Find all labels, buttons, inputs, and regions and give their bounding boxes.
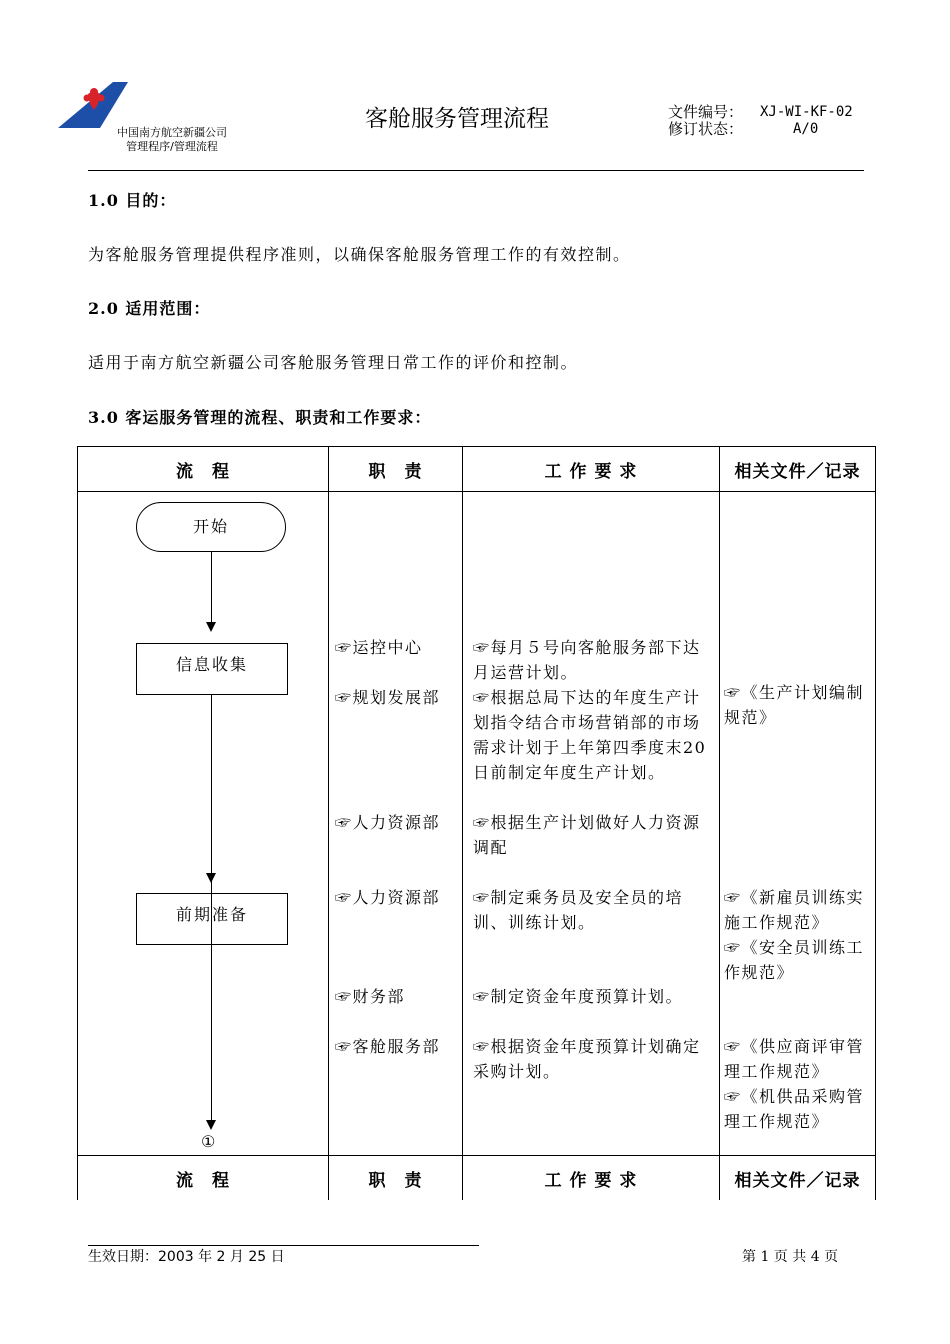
section-1-title: 1.0 目的： xyxy=(88,191,177,210)
arrow-down-icon xyxy=(206,622,216,632)
company-name-block xyxy=(108,126,236,154)
flow-connector-line xyxy=(211,694,212,877)
document-item: ☞《生产计划编制规范》 xyxy=(724,683,865,727)
requirement-item: ☞根据资金年度预算计划确定采购计划。 xyxy=(473,1037,701,1081)
arrow-down-icon xyxy=(206,1120,216,1130)
header-responsibility: 职 责 xyxy=(329,1156,463,1201)
header-requirements: 工 作 要 求 xyxy=(463,447,720,492)
section-2-body: 适用于南方航空新疆公司客舱服务管理日常工作的评价和控制。 xyxy=(88,353,579,372)
page-number: 第 1 页 共 4 页 xyxy=(742,1249,839,1265)
flow-connector-line xyxy=(211,551,212,625)
flow-continuation-marker: ① xyxy=(201,1132,216,1151)
flow-step-preparation: 前期准备 xyxy=(136,893,288,945)
company-name: 中国南方航空新疆公司 xyxy=(117,126,227,139)
table-header-row-repeat xyxy=(78,1156,876,1201)
responsibility-item: ☞人力资源部 xyxy=(335,888,441,907)
document-item: ☞《供应商评审管理工作规范》 xyxy=(724,1037,865,1081)
table-row xyxy=(78,492,876,1156)
file-no-label: 文件编号： xyxy=(668,103,744,121)
header-documents: 相关文件／记录 xyxy=(720,447,876,492)
responsibility-item: ☞规划发展部 xyxy=(335,688,441,707)
responsibility-item: ☞人力资源部 xyxy=(335,813,441,832)
document-item: ☞《机供品采购管理工作规范》 xyxy=(724,1087,865,1131)
document-item: ☞《新雇员训练实施工作规范》 xyxy=(724,888,865,932)
flow-connector-line xyxy=(211,872,212,1122)
requirements-cell xyxy=(463,492,720,1156)
requirement-item: ☞制定乘务员及安全员的培训、训练计划。 xyxy=(473,888,684,932)
process-table xyxy=(77,446,876,1200)
company-logo-icon xyxy=(58,82,128,130)
requirement-item: ☞根据生产计划做好人力资源调配 xyxy=(473,813,701,857)
section-1-body: 为客舱服务管理提供程序准则，以确保客舱服务管理工作的有效控制。 xyxy=(88,245,631,264)
flow-step-info-collection: 信息收集 xyxy=(136,643,288,695)
section-2-title: 2.0 适用范围： xyxy=(88,299,211,318)
header-flow: 流 程 xyxy=(78,1156,329,1201)
file-no-value: XJ-WI-KF-02 xyxy=(760,104,853,120)
document-meta xyxy=(668,103,853,138)
table-header-row xyxy=(78,447,876,492)
document-item: ☞《安全员训练工作规范》 xyxy=(724,938,865,982)
header-responsibility: 职 责 xyxy=(329,447,463,492)
documents-cell xyxy=(720,492,876,1156)
responsibility-cell xyxy=(329,492,463,1156)
document-category: 管理程序/管理流程 xyxy=(126,140,218,153)
header-documents: 相关文件／记录 xyxy=(720,1156,876,1201)
header-flow: 流 程 xyxy=(78,447,329,492)
section-3-title: 3.0 客运服务管理的流程、职责和工作要求： xyxy=(88,408,432,427)
page-title: 客舱服务管理流程 xyxy=(365,106,549,132)
responsibility-item: ☞运控中心 xyxy=(335,638,423,657)
requirement-item: ☞制定资金年度预算计划。 xyxy=(473,987,684,1006)
requirement-item: ☞每月５号向客舱服务部下达月运营计划。 xyxy=(473,638,701,682)
flow-start-terminal: 开始 xyxy=(136,502,286,552)
header-requirements: 工 作 要 求 xyxy=(463,1156,720,1201)
flow-cell xyxy=(78,492,329,1156)
requirement-item: ☞根据总局下达的年度生产计划指令结合市场营销部的市场需求计划于上年第四季度末20日前制定年度生产计划。 xyxy=(473,688,707,782)
responsibility-item: ☞客舱服务部 xyxy=(335,1037,441,1056)
revision-label: 修订状态： xyxy=(668,120,744,138)
responsibility-item: ☞财务部 xyxy=(335,987,406,1006)
revision-value: A/0 xyxy=(793,121,819,137)
header-divider xyxy=(88,170,864,171)
effective-date: 生效日期：2003 年 2 月 25 日 xyxy=(88,1249,285,1265)
